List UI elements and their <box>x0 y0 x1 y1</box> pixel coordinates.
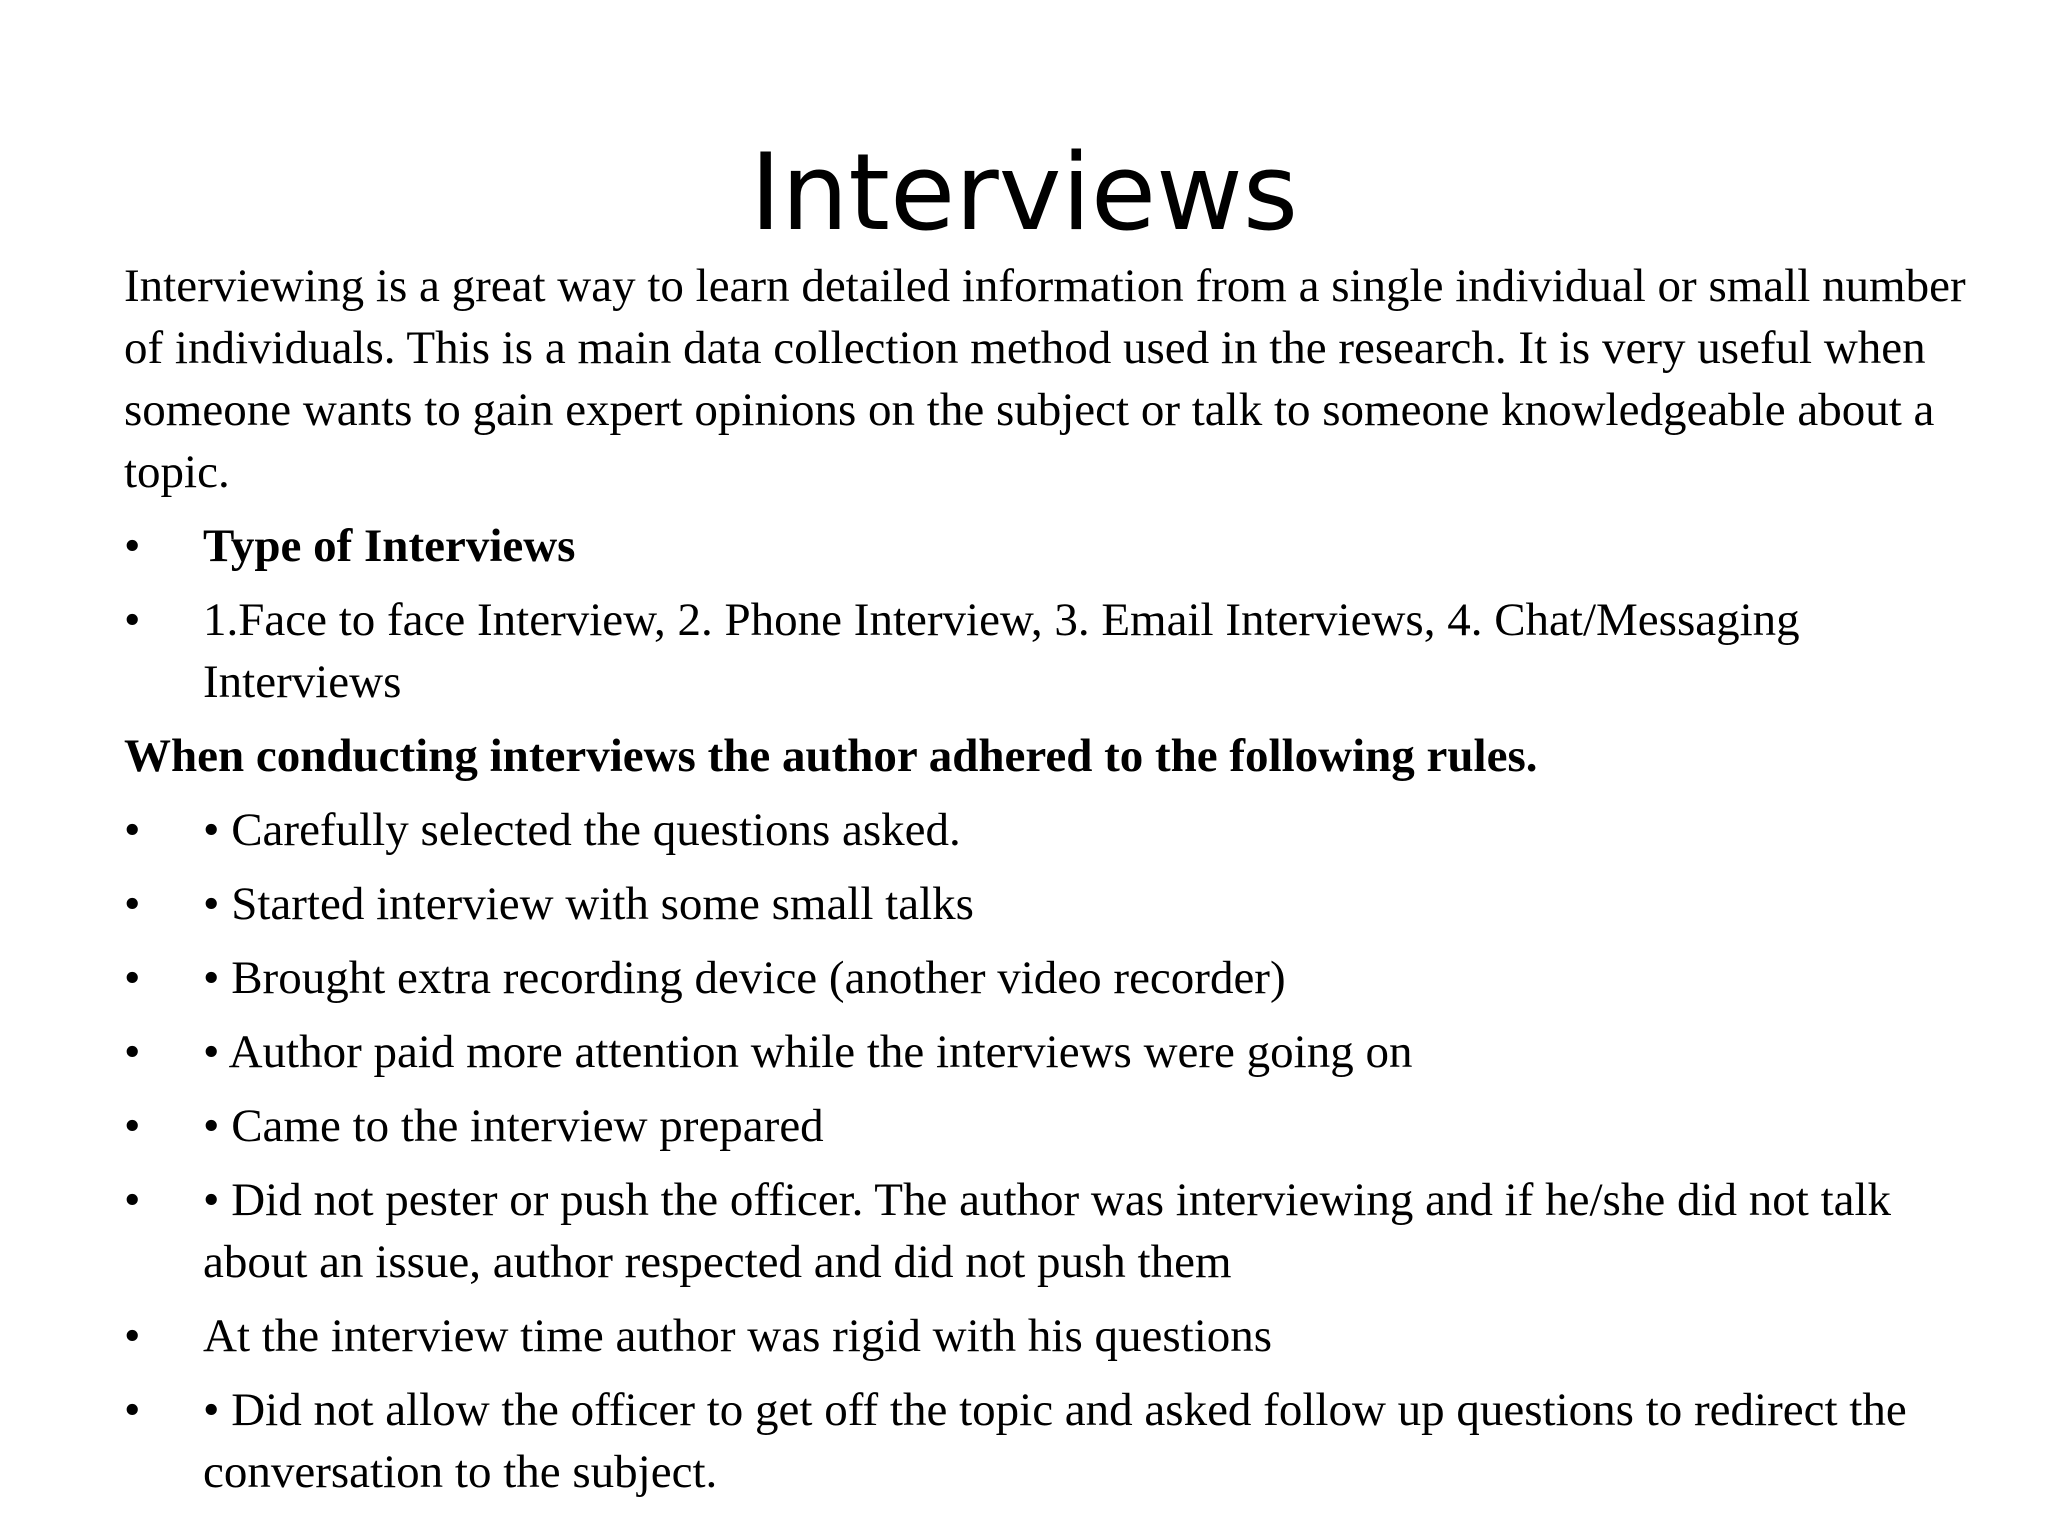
bullet-icon: • <box>124 804 141 856</box>
list-item-text: Type of Interviews <box>203 520 576 572</box>
rules-list <box>124 799 2004 1503</box>
list-item <box>124 799 2004 861</box>
list-item-text: • Came to the interview prepared <box>203 1100 824 1152</box>
bullet-icon: • <box>124 1100 141 1152</box>
rules-heading: When conducting interviews the author adhered to the following rules. <box>124 730 1538 782</box>
slide-body <box>124 255 2004 1515</box>
list-item-text: • Author paid more attention while the interviews were going on <box>203 1026 1413 1078</box>
list-item <box>124 873 2004 935</box>
bullet-icon: • <box>124 878 141 930</box>
list-item-text: At the interview time author was rigid with his questions <box>203 1310 1273 1362</box>
list-item <box>124 589 2004 713</box>
list-item-text: • Started interview with some small talks <box>203 878 974 930</box>
bullet-icon: • <box>124 952 141 1004</box>
list-item <box>124 947 2004 1009</box>
list-item <box>124 1169 2004 1293</box>
slide-title: Interviews <box>749 131 1299 254</box>
list-item-text: • Did not pester or push the officer. The author was interviewing and if he/she did not talk about an issue, author respected and did not push them <box>203 1174 1892 1288</box>
list-item-text: 1.Face to face Interview, 2. Phone Interview, 3. Email Interviews, 4. Chat/Messaging Interviews <box>203 594 1800 708</box>
list-item <box>124 1305 2004 1367</box>
bullet-icon: • <box>124 594 141 646</box>
intro-paragraph: Interviewing is a great way to learn detailed information from a single individual or small number of individuals. This is a main data collection method used in the research. It is very useful when someone wants to gain expert opinions on the subject or talk to someone knowledgeable about a topic. <box>124 260 1966 498</box>
interview-types-list <box>124 515 2004 713</box>
list-item-text: • Brought extra recording device (another video recorder) <box>203 952 1286 1004</box>
bullet-icon: • <box>124 1174 141 1226</box>
list-item <box>124 1379 2004 1503</box>
list-item <box>124 515 2004 577</box>
list-item-text: • Carefully selected the questions asked. <box>203 804 961 856</box>
bullet-icon: • <box>124 1384 141 1436</box>
list-item <box>124 1021 2004 1083</box>
list-item-text: • Did not allow the officer to get off the topic and asked follow up questions to redirect the conversation to the subject. <box>203 1384 1907 1498</box>
bullet-icon: • <box>124 1310 141 1362</box>
bullet-icon: • <box>124 520 141 572</box>
bullet-icon: • <box>124 1026 141 1078</box>
list-item <box>124 1095 2004 1157</box>
